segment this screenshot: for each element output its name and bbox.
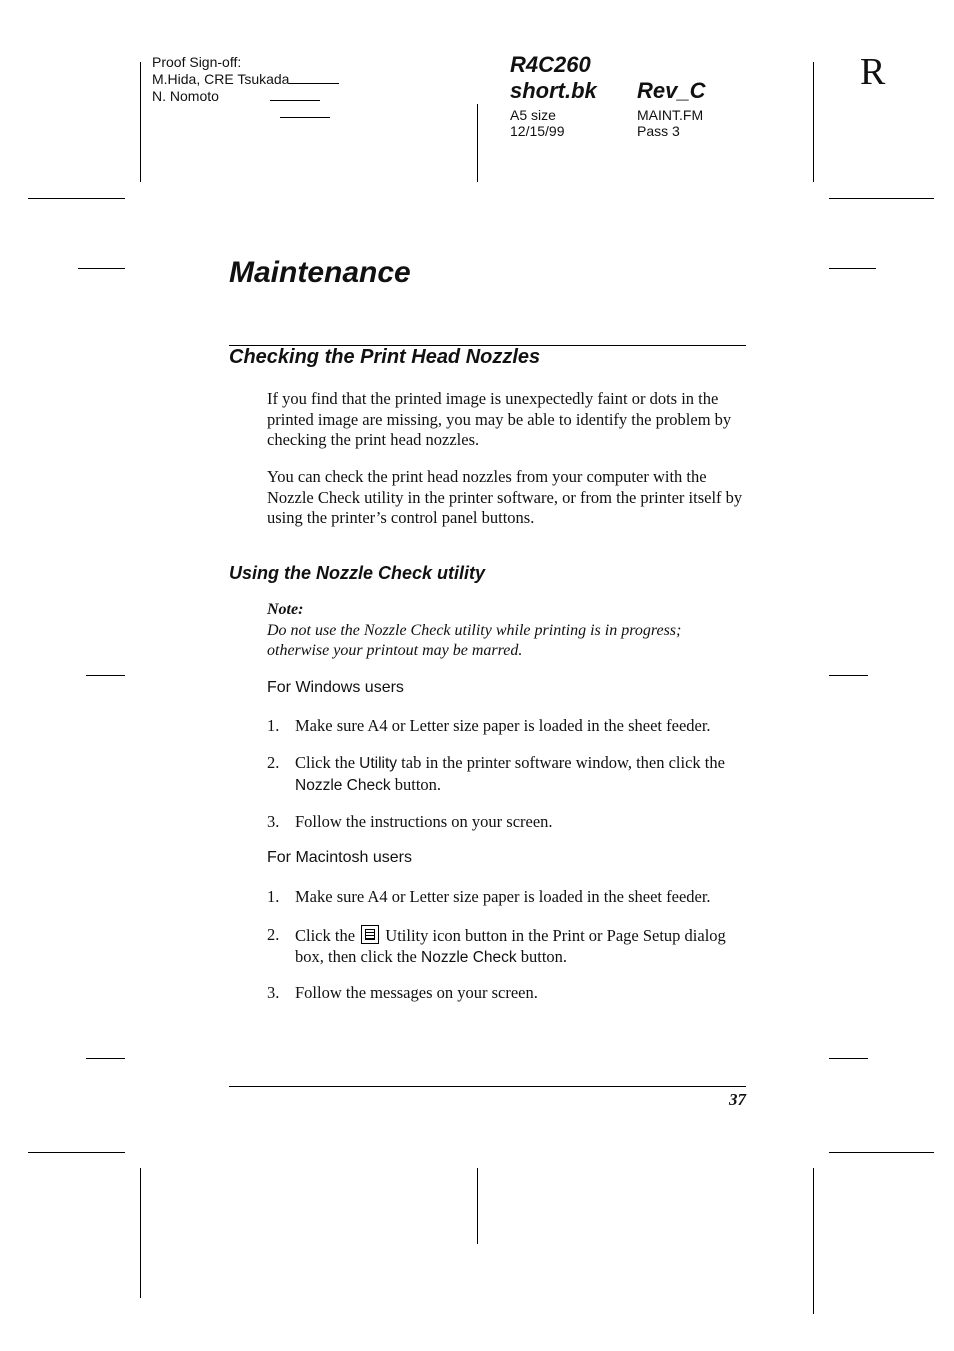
paper-size: A5 size bbox=[510, 107, 556, 123]
step-number: 2. bbox=[267, 753, 280, 772]
step-number: 3. bbox=[267, 812, 280, 831]
step-text bbox=[295, 925, 750, 968]
step-number: 1. bbox=[267, 887, 280, 906]
windows-heading: For Windows users bbox=[267, 679, 404, 696]
step-text: Make sure A4 or Letter size paper is loaded in the sheet feeder. bbox=[295, 887, 711, 906]
step-number: 1. bbox=[267, 716, 280, 735]
footer-rule bbox=[229, 1086, 746, 1087]
step-text-part: Utility icon button in the Print or Page Setup dialog box, then click the bbox=[295, 926, 726, 966]
section-heading: Checking the Print Head Nozzles bbox=[229, 346, 541, 368]
ui-term-utility: Utility bbox=[359, 755, 398, 772]
step-text: Follow the instructions on your screen. bbox=[295, 812, 553, 831]
step-text-part: button. bbox=[516, 946, 568, 966]
book-file: short.bk bbox=[510, 78, 597, 103]
proof-label: Proof Sign-off: bbox=[152, 54, 242, 70]
step-number: 3. bbox=[267, 983, 280, 1002]
corner-mark: R bbox=[860, 51, 886, 93]
step-text-part: button. bbox=[390, 774, 442, 794]
utility-icon bbox=[361, 925, 379, 944]
revision: Rev_C bbox=[637, 78, 706, 103]
step-text bbox=[295, 753, 750, 796]
subsection-heading: Using the Nozzle Check utility bbox=[229, 563, 486, 583]
pass-number: Pass 3 bbox=[637, 123, 680, 139]
step-text: Make sure A4 or Letter size paper is loaded in the sheet feeder. bbox=[295, 716, 711, 735]
proof-signoff bbox=[152, 54, 339, 122]
file-name: MAINT.FM bbox=[637, 107, 704, 123]
macintosh-heading: For Macintosh users bbox=[267, 849, 412, 866]
step-text-part: Click the bbox=[295, 753, 360, 772]
ui-term-nozzle-check: Nozzle Check bbox=[421, 948, 517, 966]
signature-line bbox=[289, 71, 339, 84]
page-number: 37 bbox=[729, 1090, 746, 1109]
proof-line-3: N. Nomoto bbox=[152, 88, 219, 104]
step-text-part: tab in the printer software window, then click the bbox=[397, 753, 725, 772]
note-label: Note: bbox=[267, 601, 304, 618]
paragraph: You can check the print head nozzles from your computer with the Nozzle Check utility in the printer software, or from the printer itself by using the printer’s control panel buttons. bbox=[267, 467, 743, 527]
proof-line-2: M.Hida, CRE Tsukada bbox=[152, 71, 290, 87]
step-text-part: Click the bbox=[295, 926, 360, 945]
step-number: 2. bbox=[267, 925, 280, 944]
signature-line bbox=[280, 105, 330, 118]
book-code: R4C260 bbox=[510, 52, 591, 77]
date: 12/15/99 bbox=[510, 123, 565, 139]
note-text: Do not use the Nozzle Check utility while printing is in progress; otherwise your printout may be marred. bbox=[267, 622, 682, 659]
signature-line bbox=[270, 88, 320, 101]
paragraph: If you find that the printed image is unexpectedly faint or dots in the printed image are missing, you may be able to identify the problem by checking the print head nozzles. bbox=[267, 389, 732, 449]
ui-term-nozzle-check: Nozzle Check bbox=[295, 776, 391, 794]
page-title: Maintenance bbox=[229, 256, 411, 289]
step-text: Follow the messages on your screen. bbox=[295, 983, 538, 1002]
